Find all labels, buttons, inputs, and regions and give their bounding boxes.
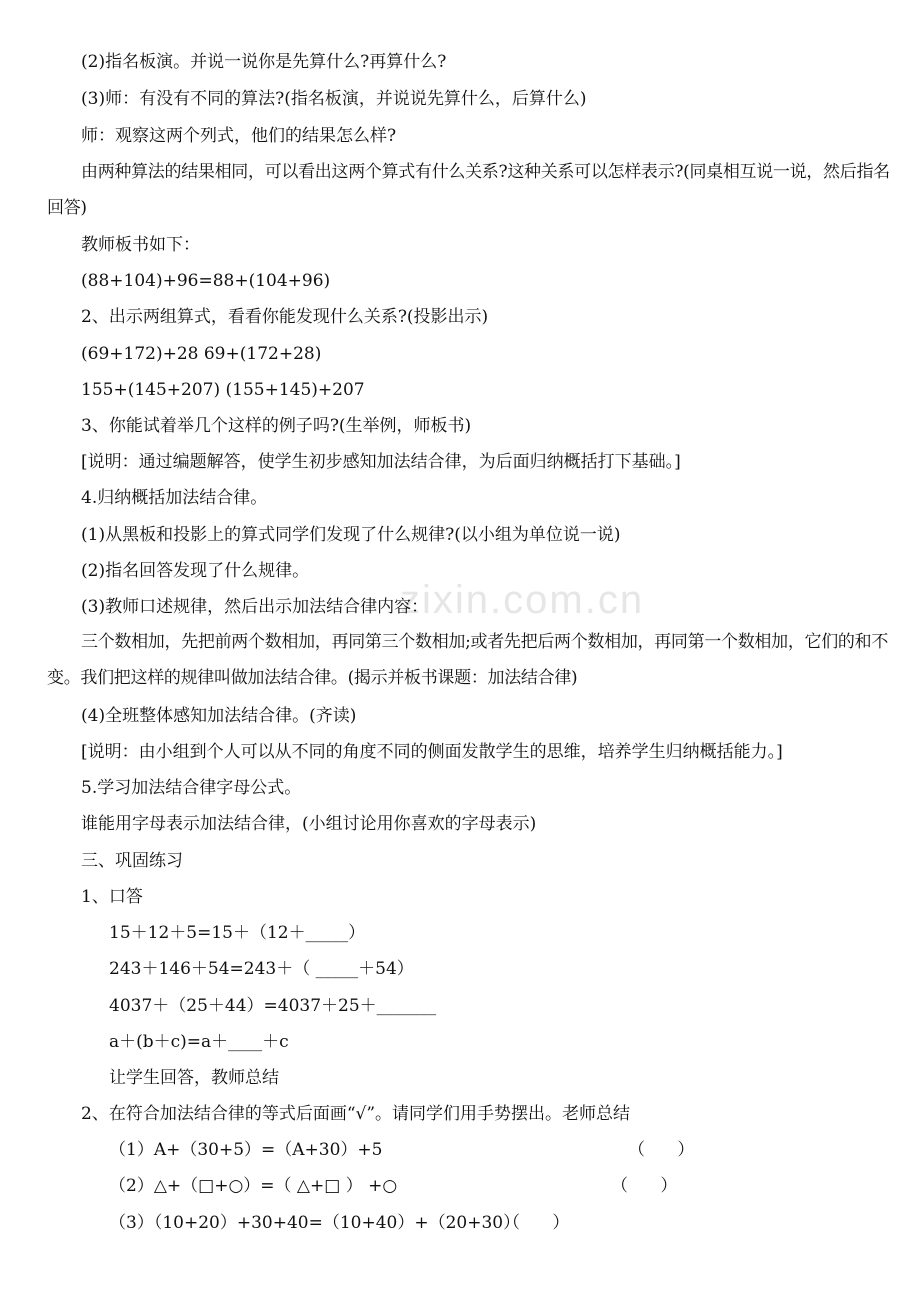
note-line: [说明：通过编题解答，使学生初步感知加法结合律，为后面归纳概括打下基础。] [81,452,681,472]
exercise-line: 243＋146＋54=243＋（ _____＋54） [109,959,414,979]
exercise-line: （3）（10+20）+30+40=（10+40）+（20+30） [109,1213,521,1233]
section-heading: 4.归纳概括加法结合律。 [81,488,268,508]
text-line: 让学生回答，教师总结 [109,1068,279,1088]
text-line: (2)指名板演。并说一说你是先算什么?再算什么? [81,52,447,72]
exercise-line: 15＋12＋5=15＋（12＋_____） [109,923,366,943]
exercise-line: （1）A+（30+5）=（A+30）+5 [109,1140,383,1160]
text-line: (3)师：有没有不同的算法?(指名板演，并说说先算什么，后算什么) [81,89,587,109]
equation-line: 155+(145+207) (155+145)+207 [81,380,365,400]
text-line: 3、你能试着举几个这样的例子吗?(生举例，师板书) [81,416,472,436]
text-line: 教师板书如下： [81,235,200,255]
text-line: (3)教师口述规律，然后出示加法结合律内容： [81,597,429,617]
paragraph: 由两种算法的结果相同，可以看出这两个算式有什么关系?这种关系可以怎样表示?(同桌相互说一说，然后指名回答) [47,162,890,218]
text-line: 2、在符合加法结合律的等式后面画“√”。请同学们用手势摆出。老师总结 [81,1104,631,1124]
section-heading: 三、巩固练习 [81,851,183,871]
exercise-line: a＋(b＋c)=a＋____＋c [109,1032,289,1052]
note-line: [说明：由小组到个人可以从不同的角度不同的侧面发散学生的思维，培养学生归纳概括能力。] [81,742,783,762]
text-line: (2)指名回答发现了什么规律。 [81,561,310,581]
exercise-line: 4037＋（25＋44）=4037＋25＋_______ [109,996,437,1016]
paragraph: 三个数相加，先把前两个数相加，再同第三个数相加;或者先把后两个数相加，再同第一个数相加，它们的和不变。我们把这样的规律叫做加法结合律。(揭示并板书课题：加法结合律) [47,632,889,688]
answer-paren: （ ） [611,1176,678,1196]
text-line: 谁能用字母表示加法结合律，(小组讨论用你喜欢的字母表示) [81,814,537,834]
text-line: (4)全班整体感知加法结合律。(齐读) [81,706,357,726]
text-line: 师：观察这两个列式，他们的结果怎么样? [81,126,397,146]
text-line: (1)从黑板和投影上的算式同学们发现了什么规律?(以小组为单位说一说) [81,525,621,545]
text-line: 1、口答 [81,887,143,907]
exercise-line: （2）△+（□+○）=（ △+□ ） +○ [109,1176,398,1196]
equation-line: (88+104)+96=88+(104+96) [81,271,331,291]
watermark: zixin.com.cn [400,578,645,622]
equation-line: (69+172)+28 69+(172+28) [81,344,322,364]
answer-paren: （ ） [628,1140,695,1160]
answer-paren: （ ） [503,1213,570,1233]
text-line: 2、出示两组算式，看看你能发现什么关系?(投影出示) [81,307,489,327]
section-heading: 5.学习加法结合律字母公式。 [81,778,302,798]
